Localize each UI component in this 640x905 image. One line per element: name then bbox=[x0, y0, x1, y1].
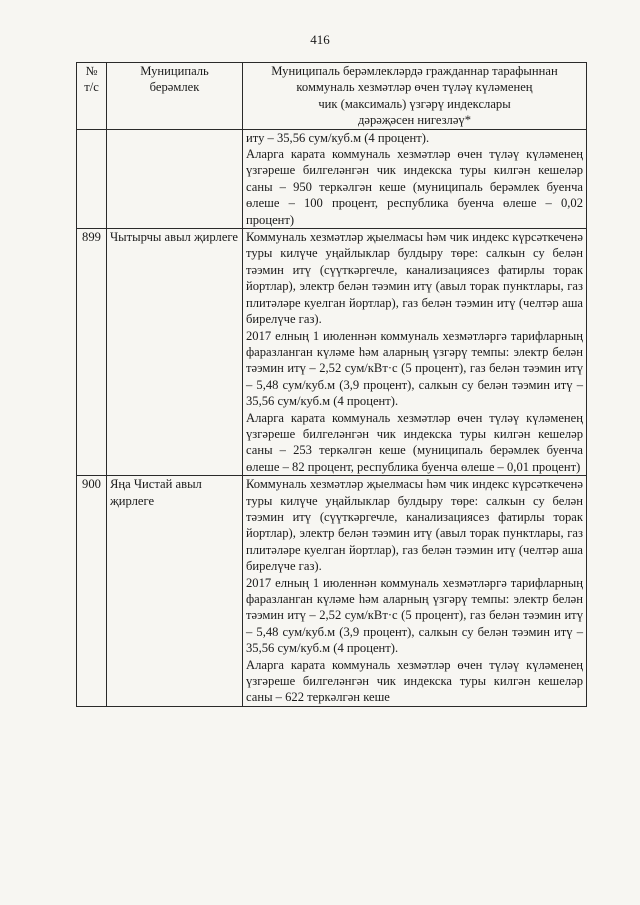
row-municipality: Яңа Чистай авыл җирлеге bbox=[107, 476, 243, 707]
row-paragraph: Коммуналь хезмәтләр җыелмасы һәм чик индекс күрсәткеченә туры килүче уңайлыклар булдыру төре: салкын су белән тәэмин итү (сүүткәргечле, канализациясез фатирлы торак йортлар), электр белән тәэмин итү (авыл торак пунктлары, газ плитәләре куелган йортлар), газ белән тәэмин итү (челтәр аша бирелүче газ). bbox=[246, 477, 583, 574]
header-justification-line: Муниципаль берәмлекләрдә гражданнар тарафыннан bbox=[271, 64, 558, 78]
header-justification-line: чик (максималь) үзгәрү индекслары bbox=[318, 96, 511, 111]
table-header-row bbox=[77, 63, 587, 130]
row-number: 900 bbox=[77, 476, 107, 707]
table-row bbox=[77, 129, 587, 228]
row-paragraph: иту – 35,56 сум/куб.м (4 процент). bbox=[246, 130, 430, 145]
header-municipality-line: Муниципаль bbox=[140, 64, 209, 78]
table-row bbox=[77, 476, 587, 707]
page-number: 416 bbox=[310, 32, 330, 47]
header-municipality bbox=[107, 63, 243, 130]
row-paragraph: Аларга карата коммуналь хезмәтләр өчен түләү күләменең үзгәреше билгеләнгән чик индекска туры килгән кешеләр саны – 622 теркәлгән кеше bbox=[246, 657, 583, 705]
header-justification-line: коммуналь хезмәтләр өчен түләү күләменең bbox=[296, 80, 533, 95]
table-row bbox=[77, 229, 587, 476]
row-number bbox=[77, 129, 107, 228]
indexes-table bbox=[76, 62, 587, 707]
row-number: 899 bbox=[77, 229, 107, 476]
row-municipality bbox=[107, 129, 243, 228]
header-number-line: № bbox=[85, 64, 98, 78]
header-number-line: т/с bbox=[84, 80, 99, 95]
header-number bbox=[77, 63, 107, 130]
header-justification bbox=[243, 63, 587, 130]
row-municipality: Чытырчы авыл җирлеге bbox=[107, 229, 243, 476]
row-paragraph: Коммуналь хезмәтләр җыелмасы һәм чик индекс күрсәткеченә туры килүче уңайлыклар булдыру төре: салкын су белән тәэмин итү (сүүткәргечле, канализациясез фатирлы торак йортлар), электр белән тәэмин итү (авыл торак пунктлары, газ плитәләре куелган йортлар), газ белән тәэмин итү (челтәр аша бирелүче газ). bbox=[246, 230, 583, 327]
header-justification-line: дәрәҗәсен нигезләү* bbox=[357, 113, 472, 128]
row-paragraph: Аларга карата коммуналь хезмәтләр өчен түләү күләменең үзгәреше билгеләнгән чик индекска туры килгән кешеләр саны – 253 теркәлгән кеше (муниципаль берәмлек буенча өлеше – 82 процент, республика буенча өлеше – 0,01 процент) bbox=[246, 410, 583, 474]
row-paragraph: 2017 елның 1 июленнән коммуналь хезмәтләргә тарифларның фаразланган күләме һәм аларның үзгәрү темпы: электр белән тәэмин итү – 2,52 сум/кВт·с (5 процент), газ белән тәэмин итү – 5,48 сум/куб.м (3,9 процент), салкын су белән тәэмин итү – 35,56 сум/куб.м (4 процент). bbox=[246, 575, 583, 656]
row-justification bbox=[243, 229, 587, 476]
row-justification bbox=[243, 129, 587, 228]
row-paragraph: 2017 елның 1 июленнән коммуналь хезмәтләргә тарифларның фаразланган күләме һәм аларның үзгәрү темпы: электр белән тәэмин итү – 2,52 сум/кВт·с (5 процент), газ белән тәэмин итү – 5,48 сум/куб.м (3,9 процент), салкын су белән тәэмин итү – 35,56 сум/куб.м (4 процент). bbox=[246, 328, 583, 409]
row-paragraph: Аларга карата коммуналь хезмәтләр өчен түләү күләменең үзгәреше билгеләнгән чик индекска туры килгән кешеләр саны – 950 теркәлгән кеше (муниципаль берәмлек буенча өлеше – 100 процент, республика буенча өлеше – 0,02 процент) bbox=[246, 147, 583, 227]
header-municipality-line: берәмлек bbox=[149, 80, 200, 95]
row-justification bbox=[243, 476, 587, 707]
